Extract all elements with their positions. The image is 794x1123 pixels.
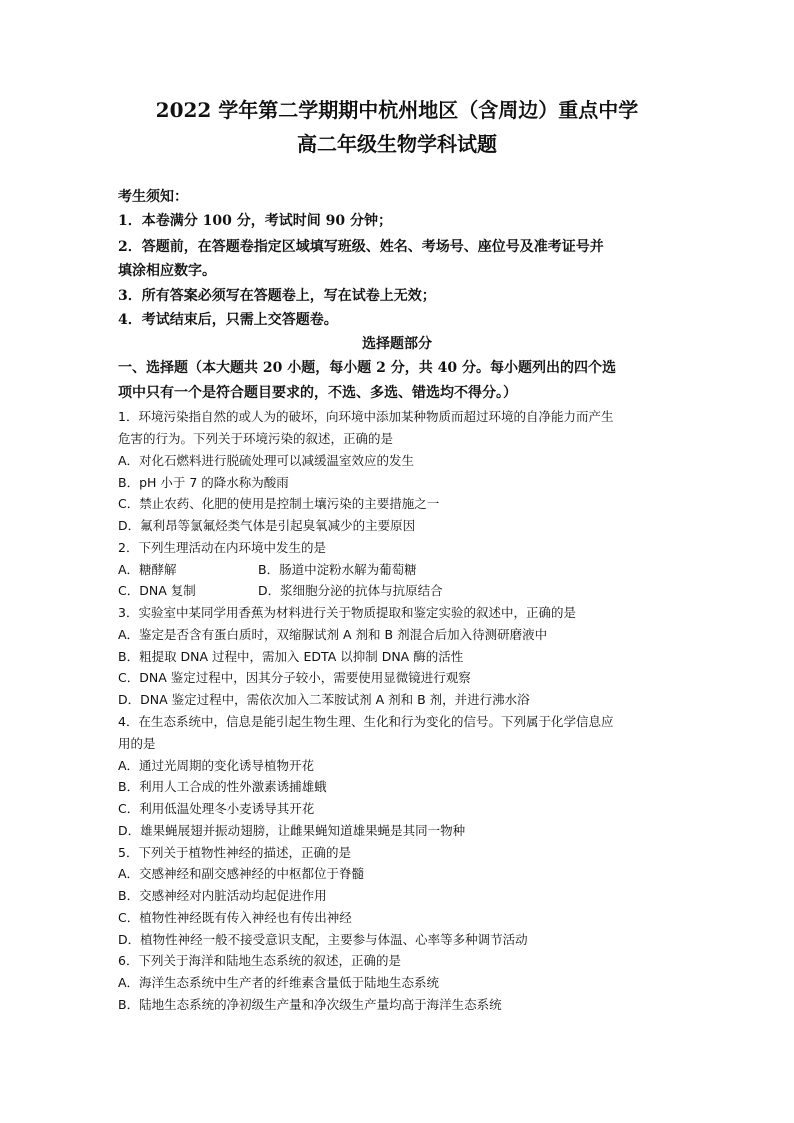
option-c: C．禁止农药、化肥的使用是控制土壤污染的主要措施之一 xyxy=(118,496,440,511)
question-stem: 6．下列关于海洋和陆地生态系统的叙述，正确的是 xyxy=(118,953,401,968)
option-d: D．雄果蝇展翅并振动翅膀，让雌果蝇知道雄果蝇是其同一物种 xyxy=(118,823,466,838)
option-c: C．DNA 鉴定过程中，因其分子较小，需要使用显微镜进行观察 xyxy=(118,670,471,685)
option-b: B．pH 小于 7 的降水称为酸雨 xyxy=(118,475,289,490)
exam-subtitle: 高二年级生物学科试题 xyxy=(297,132,497,156)
option-d: D．DNA 鉴定过程中，需依次加入二苯胺试剂 A 剂和 B 剂，并进行沸水浴 xyxy=(118,692,530,707)
option-d: D．浆细胞分泌的抗体与抗原结合 xyxy=(258,583,443,598)
option-a: A．交感神经和副交感神经的中枢都位于脊髓 xyxy=(118,866,365,881)
question-stem: 2．下列生理活动在内环境中发生的是 xyxy=(118,540,326,555)
question-stem: 危害的行为。下列关于环境污染的叙述，正确的是 xyxy=(118,431,394,446)
notice-item: 4．考试结束后，只需上交答题卷。 xyxy=(118,312,338,328)
option-b: B．交感神经对内脏活动均起促进作用 xyxy=(118,888,327,903)
section-title: 选择题部分 xyxy=(362,336,432,352)
option-b: B．利用人工合成的性外激素诱捕雄蛾 xyxy=(118,779,327,794)
question-stem: 3．实验室中某同学用香蕉为材料进行关于物质提取和鉴定实验的叙述中，正确的是 xyxy=(118,605,576,620)
notice-item: 1．本卷满分 100 分，考试时间 90 分钟； xyxy=(118,213,392,229)
exam-title: 2022 学年第二学期期中杭州地区（含周边）重点中学 xyxy=(155,98,639,122)
option-a: A．鉴定是否含有蛋白质时，双缩脲试剂 A 剂和 B 剂混合后加入待测研磨液中 xyxy=(118,627,548,642)
option-c: C．DNA 复制 xyxy=(118,583,196,598)
option-row xyxy=(118,581,196,601)
option-d: D．植物性神经一般不接受意识支配，主要参与体温、心率等多种调节活动 xyxy=(118,932,528,947)
section-instruction: 一、选择题（本大题共 20 小题，每小题 2 分，共 40 分。每小题列出的四个选 xyxy=(118,360,616,376)
option-a: A．通过光周期的变化诱导植物开花 xyxy=(118,758,315,773)
notice-item: 填涂相应数字。 xyxy=(118,263,216,279)
option-a: A．对化石燃料进行脱硫处理可以减缓温室效应的发生 xyxy=(118,453,415,468)
option-c: C．利用低温处理冬小麦诱导其开花 xyxy=(118,801,315,816)
question-stem: 用的是 xyxy=(118,736,156,751)
notice-heading: 考生须知： xyxy=(118,189,188,205)
notice-item: 2．答题前，在答题卷指定区域填写班级、姓名、考场号、座位号及准考证号并 xyxy=(118,239,604,255)
notice-item: 3．所有答案必须写在答题卷上，写在试卷上无效； xyxy=(118,288,436,304)
question-stem: 5．下列关于植物性神经的描述，正确的是 xyxy=(118,845,351,860)
question-stem: 1．环境污染指自然的或人为的破坏，向环境中添加某种物质而超过环境的自净能力而产生 xyxy=(118,409,614,424)
option-b: B．陆地生态系统的净初级生产量和净次级生产量均高于海洋生态系统 xyxy=(118,997,502,1012)
option-d: D．氟利昂等氯氟烃类气体是引起臭氧减少的主要原因 xyxy=(118,518,416,533)
option-a: A．糖酵解 xyxy=(118,562,177,577)
question-stem: 4．在生态系统中，信息是能引起生物生理、生化和行为变化的信号。下列属于化学信息应 xyxy=(118,714,614,729)
option-c: C．植物性神经既有传入神经也有传出神经 xyxy=(118,910,352,925)
option-b: B．肠道中淀粉水解为葡萄糖 xyxy=(258,562,417,577)
option-b: B．粗提取 DNA 过程中，需加入 EDTA 以抑制 DNA 酶的活性 xyxy=(118,649,464,664)
option-a: A．海洋生态系统中生产者的纤维素含量低于陆地生态系统 xyxy=(118,975,440,990)
option-row xyxy=(118,560,177,580)
section-instruction: 项中只有一个是符合题目要求的，不选、多选、错选均不得分。） xyxy=(118,385,517,401)
